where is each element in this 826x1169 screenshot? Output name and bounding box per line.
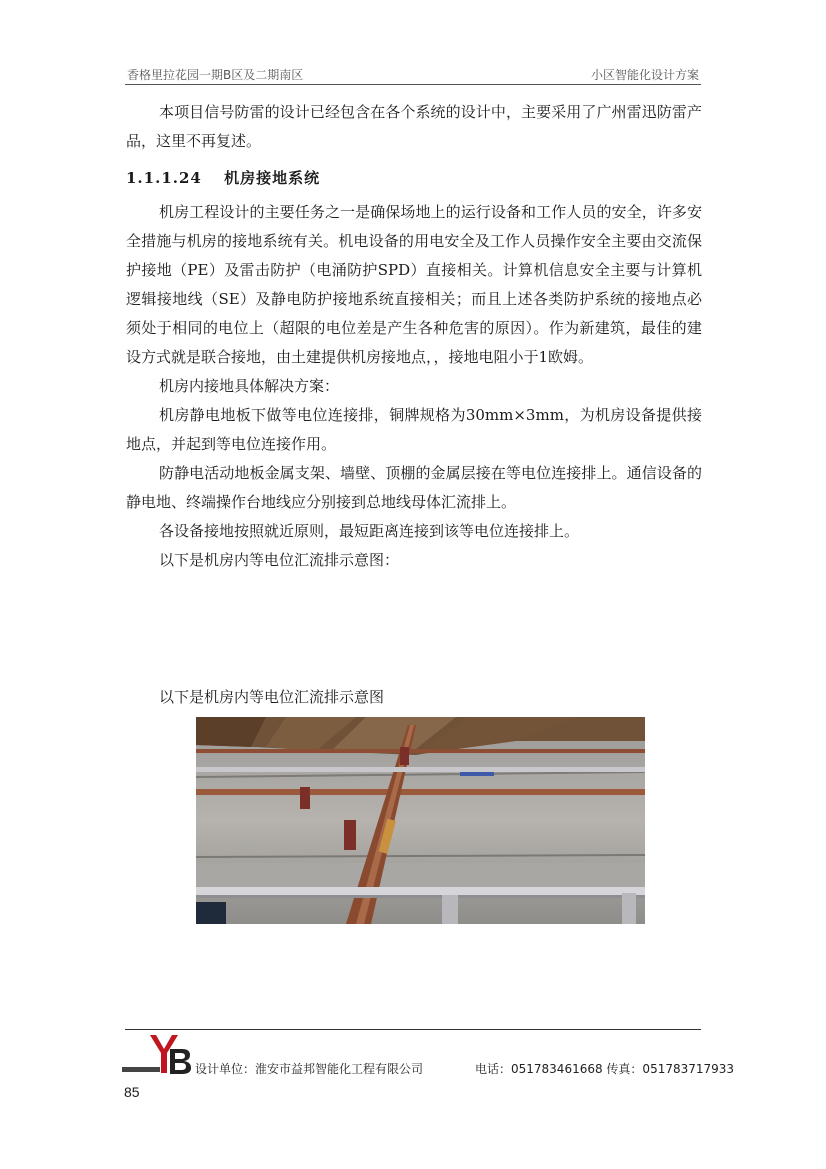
- busbar-photo: [196, 717, 645, 924]
- intro-paragraph: 本项目信号防雷的设计已经包含在各个系统的设计中，主要采用了广州雷迅防雷产品，这里不再复述。: [126, 103, 702, 150]
- page-number: 85: [124, 1084, 140, 1100]
- section-number: 1.1.1.24: [126, 169, 202, 187]
- paragraph-grounding-overview: 机房工程设计的主要任务之一是确保场地上的运行设备和工作人员的安全，许多安全措施与机房的接地系统有关。机电设备的用电安全及工作人员操作安全主要由交流保护接地（PE）及雷击防护（电涌防护SPD）直接相关。计算机信息安全主要与计算机逻辑接地线（SE）及静电防护接地系统直接相关；而且上述各类防护系统的接地点必须处于相同的电位上（超限的电位差是产生各种危害的原因）。作为新建筑，最佳的建设方式就是联合接地，由土建提供机房接地点，，接地电阻小于1欧姆。: [126, 203, 702, 366]
- intro-block: [126, 98, 702, 156]
- paragraph-solution-intro: 机房内接地具体解决方案：: [159, 377, 340, 395]
- footer-company: 设计单位：淮安市益邦智能化工程有限公司: [195, 1062, 424, 1076]
- section-heading: [126, 167, 320, 188]
- paragraph-busbar: 机房静电地板下做等电位连接排，铜牌规格为30mm×3mm，为机房设备提供接地点，并起到等电位连接作用。: [126, 406, 702, 453]
- page-header: [125, 64, 701, 85]
- paragraph-diagram-lead: 以下是机房内等电位汇流排示意图：: [159, 551, 400, 569]
- header-project-name: 香格里拉花园一期B区及二期南区: [127, 68, 304, 82]
- footer-divider: [125, 1029, 701, 1030]
- figure-caption: 以下是机房内等电位汇流排示意图: [159, 688, 385, 706]
- company-logo: [122, 1033, 192, 1077]
- section-title: 机房接地系统: [224, 169, 321, 187]
- paragraph-nearest-principle: 各设备接地按照就近原则，最短距离连接到该等电位连接排上。: [159, 522, 580, 540]
- paragraph-floor-support: 防静电活动地板金属支架、墙壁、顶棚的金属层接在等电位连接排上。通信设备的静电地、终端操作台地线应分别接到总地线母体汇流排上。: [126, 464, 702, 511]
- header-document-title: 小区智能化设计方案: [590, 68, 699, 82]
- footer-contact: 电话：051783461668 传真：051783717933: [475, 1062, 735, 1076]
- section-body: [126, 198, 702, 575]
